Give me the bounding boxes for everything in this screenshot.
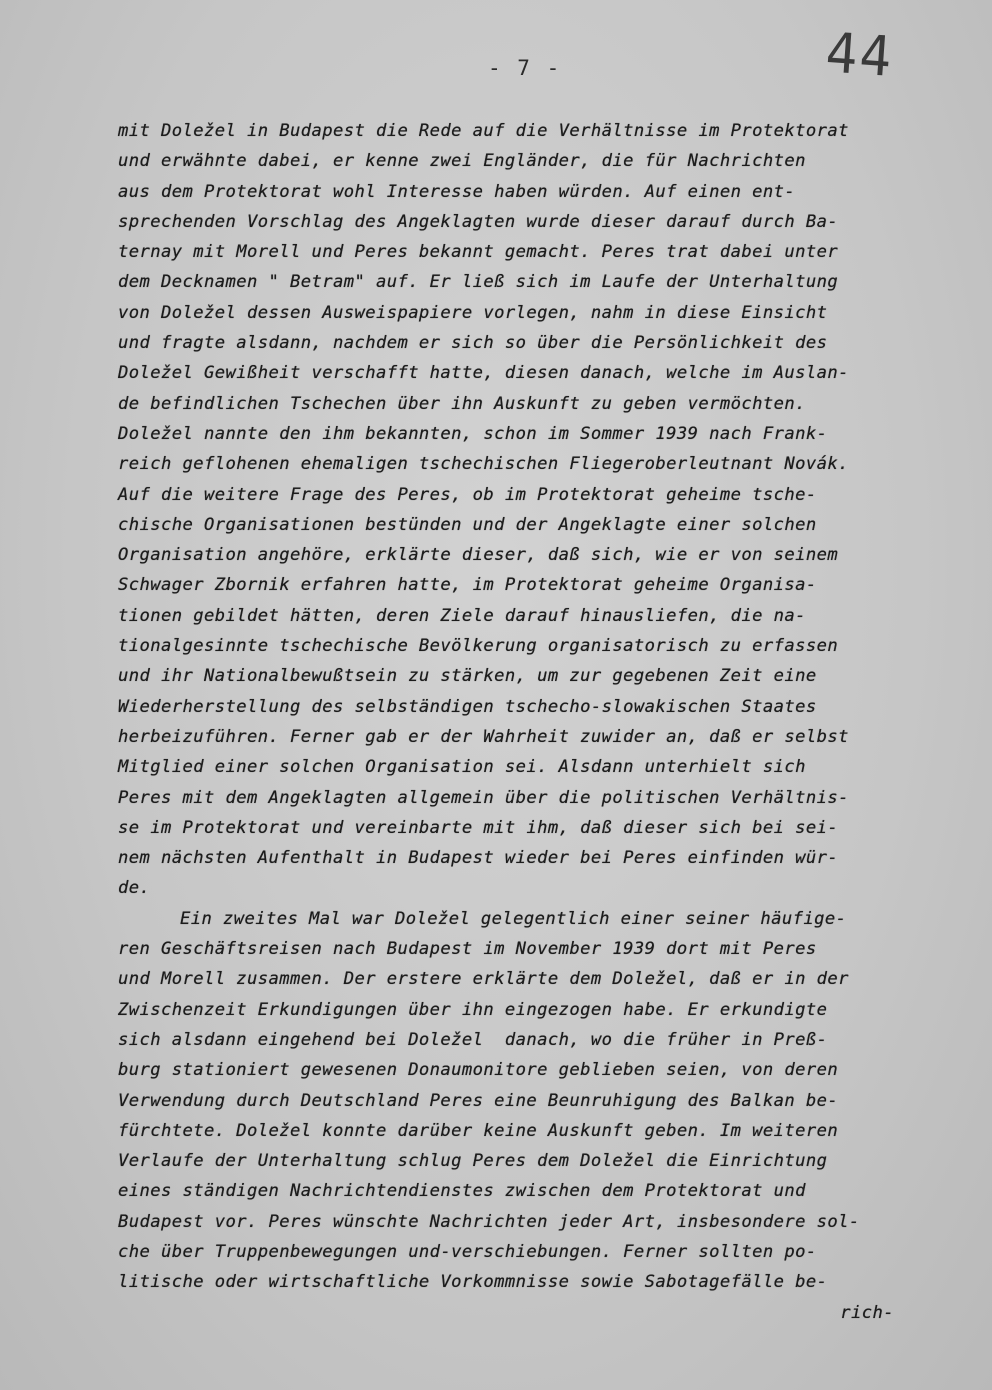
text-line: ren Geschäftsreisen nach Budapest im November 1939 dort mit Peres [118, 939, 817, 960]
text-line: und Morell zusammen. Der erstere erklärte dem Doležel, daß er in der [118, 969, 849, 990]
text-line: Peres mit dem Angeklagten allgemein über die politischen Verhältnis- [118, 787, 849, 808]
body-text [118, 116, 968, 1328]
text-line: litische oder wirtschaftliche Vorkommnisse sowie Sabotagefälle be- [118, 1272, 828, 1293]
text-line: se im Protektorat und vereinbarte mit ihm, daß dieser sich bei sei- [118, 817, 839, 838]
text-line: Doležel nannte den ihm bekannten, schon im Sommer 1939 nach Frank- [118, 423, 828, 444]
text-line: von Doležel dessen Ausweispapiere vorlegen, nahm in diese Einsicht [118, 302, 828, 323]
text-line: che über Truppenbewegungen und-verschiebungen. Ferner sollten po- [118, 1241, 817, 1262]
text-line: reich geflohenen ehemaligen tschechischen Fliegeroberleutnant Novák. [118, 454, 849, 475]
text-line: burg stationiert gewesenen Donaumonitore geblieben seien, von deren [118, 1060, 839, 1081]
text-line: de befindlichen Tschechen über ihn Auskunft zu geben vermöchten. [118, 393, 806, 414]
text-line: und fragte alsdann, nachdem er sich so über die Persönlichkeit des [118, 333, 828, 354]
text-line: Budapest vor. Peres wünschte Nachrichten jeder Art, insbesondere sol- [118, 1211, 860, 1232]
text-line: nem nächsten Aufenthalt in Budapest wieder bei Peres einfinden wür- [118, 848, 839, 869]
text-line: Mitglied einer solchen Organisation sei. Alsdann unterhielt sich [118, 757, 806, 778]
text-line: Wiederherstellung des selbständigen tschecho-slowakischen Staates [118, 696, 817, 717]
text-line: tionalgesinnte tschechische Bevölkerung organisatorisch zu erfassen [118, 636, 839, 657]
text-line: sprechenden Vorschlag des Angeklagten wurde dieser darauf durch Ba- [118, 211, 839, 232]
text-line: Schwager Zbornik erfahren hatte, im Protektorat geheime Organisa- [118, 575, 817, 596]
text-line: sich alsdann eingehend bei Doležel danach, wo die früher in Preß- [118, 1029, 828, 1050]
text-line: mit Doležel in Budapest die Rede auf die Verhältnisse im Protektorat [118, 121, 849, 141]
text-line: rich- [840, 1302, 894, 1323]
text-line: ternay mit Morell und Peres bekannt gemacht. Peres trat dabei unter [118, 242, 839, 263]
text-line: Ein zweites Mal war Doležel gelegentlich einer seiner häufige- [180, 908, 847, 929]
text-line: chische Organisationen bestünden und der Angeklagte einer solchen [118, 514, 817, 535]
text-line: tionen gebildet hätten, deren Ziele darauf hinausliefen, die na- [118, 605, 806, 626]
text-line: Doležel Gewißheit verschafft hatte, diesen danach, welche im Auslan- [118, 363, 849, 384]
handwritten-folio-number: 44 [823, 20, 896, 90]
text-line: eines ständigen Nachrichtendienstes zwischen dem Protektorat und [118, 1181, 806, 1202]
text-line: Verwendung durch Deutschland Peres eine Beunruhigung des Balkan be- [118, 1090, 839, 1111]
text-line: Auf die weitere Frage des Peres, ob im Protektorat geheime tsche- [118, 484, 817, 505]
text-line: und ihr Nationalbewußtsein zu stärken, um zur gegebenen Zeit eine [118, 666, 817, 687]
text-line: Zwischenzeit Erkundigungen über ihn eingezogen habe. Er erkundigte [118, 999, 828, 1020]
text-line: aus dem Protektorat wohl Interesse haben würden. Auf einen ent- [118, 181, 796, 202]
text-line: herbeizuführen. Ferner gab er der Wahrheit zuwider an, daß er selbst [118, 726, 849, 747]
text-line: dem Decknamen " Betram" auf. Er ließ sich im Laufe der Unterhaltung [118, 272, 839, 293]
text-line: und erwähnte dabei, er kenne zwei Engländer, die für Nachrichten [118, 151, 806, 172]
text-line: fürchtete. Doležel konnte darüber keine Auskunft geben. Im weiteren [118, 1120, 839, 1141]
text-line: Verlaufe der Unterhaltung schlug Peres dem Doležel die Einrichtung [118, 1151, 828, 1172]
text-line: de. [118, 878, 151, 899]
text-line: Organisation angehöre, erklärte dieser, daß sich, wie er von seinem [118, 545, 839, 566]
page-number: - 7 - [488, 56, 562, 80]
